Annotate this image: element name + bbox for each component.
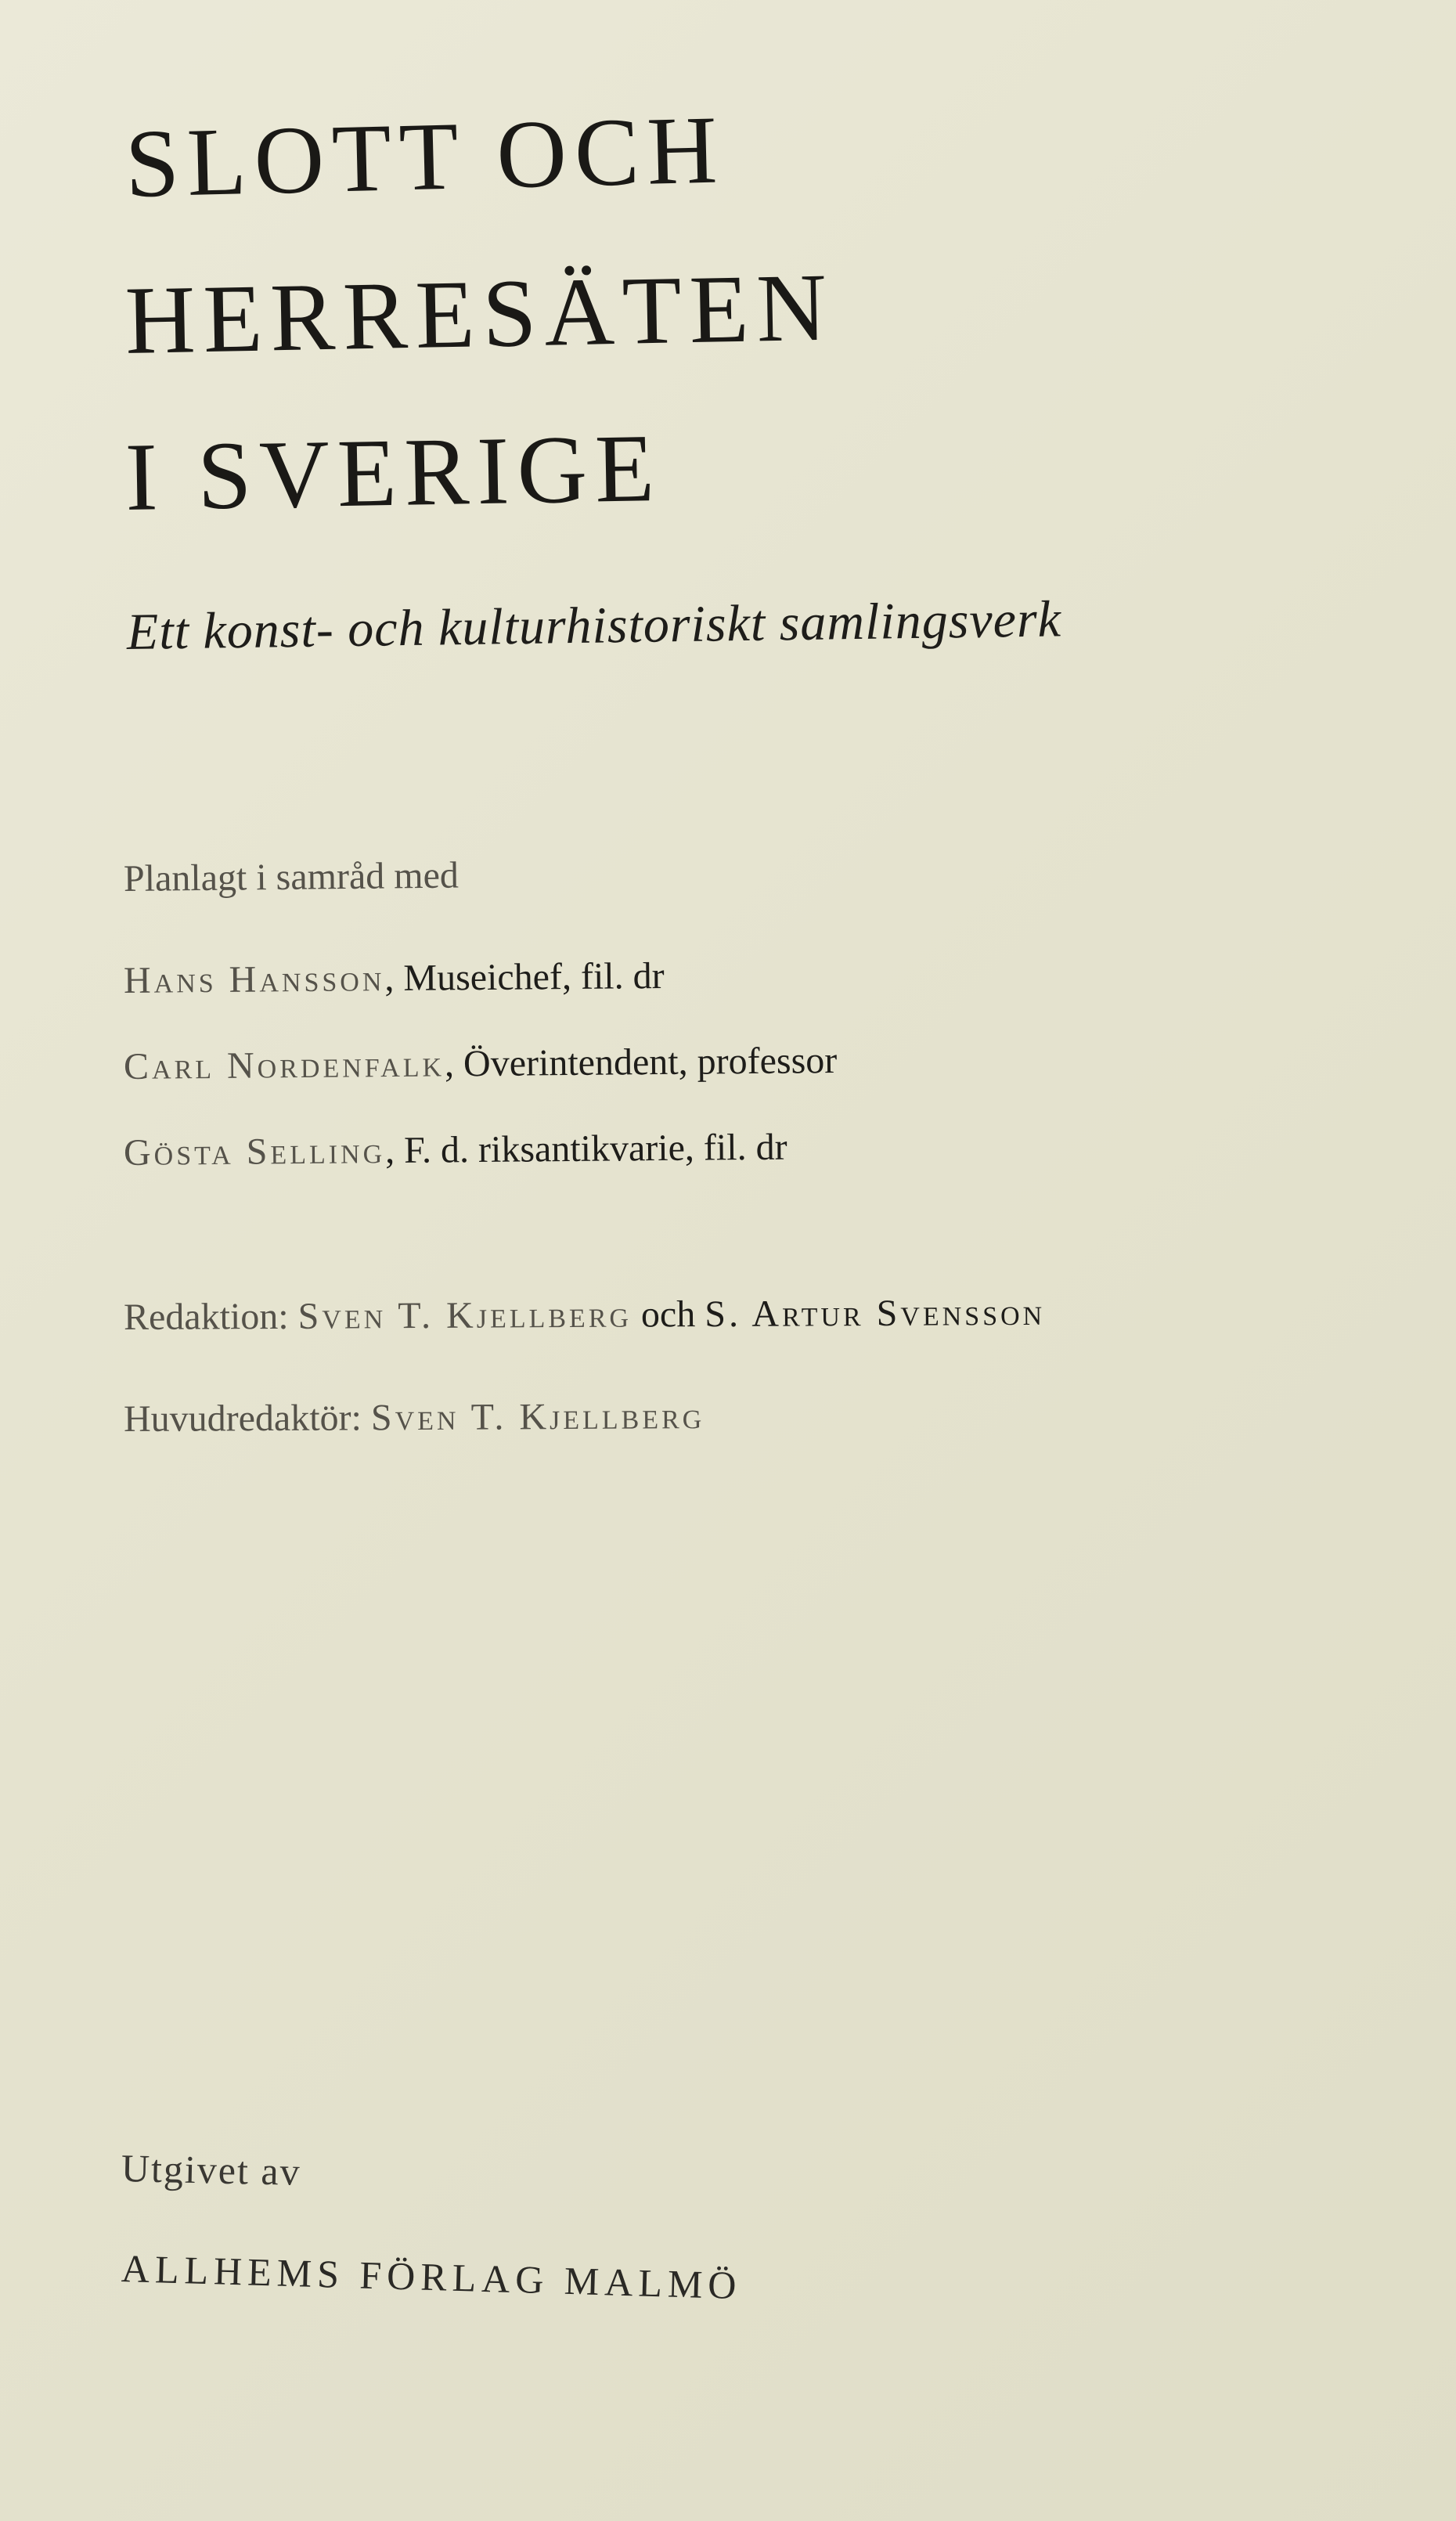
- planner-1: [124, 954, 665, 1002]
- publisher-block: [121, 2145, 743, 2308]
- title-line-2: HERRESÄTEN: [124, 253, 836, 374]
- planner-name: Gösta Selling: [123, 1130, 386, 1174]
- huvudredaktor-line: [124, 1394, 705, 1441]
- redaktion-editor-2: S. Artur Svensson: [705, 1291, 1046, 1336]
- planner-role: , Överintendent, professor: [444, 1040, 838, 1085]
- planner-3: [124, 1126, 787, 1174]
- book-subtitle: Ett konst- och kulturhistoriskt samlingsverk: [126, 590, 1062, 661]
- book-title: [125, 86, 834, 556]
- planner-role: , F. d. riksantikvarie, fil. dr: [384, 1126, 787, 1172]
- title-line-1: SLOTT OCH: [124, 96, 726, 218]
- huvudredaktor-label: Huvudredaktör:: [123, 1397, 362, 1440]
- planner-name: Hans Hansson: [123, 958, 385, 1001]
- publisher-name: ALLHEMS FÖRLAG MALMÖ: [121, 2246, 743, 2308]
- redaktion-label: Redaktion:: [123, 1295, 289, 1338]
- huvudredaktor-name: Sven T. Kjellberg: [370, 1395, 705, 1439]
- planning-intro: Planlagt i samråd med: [123, 854, 460, 900]
- redaktion-editor-1: Sven T. Kjellberg: [297, 1293, 632, 1337]
- publisher-intro: Utgivet av: [121, 2146, 302, 2194]
- title-line-3: I SVERIGE: [124, 414, 663, 531]
- planner-2: [124, 1039, 838, 1088]
- redaktion-conjunction: och: [640, 1293, 696, 1336]
- planner-role: , Museichef, fil. dr: [384, 954, 665, 1000]
- redaktion-line: [124, 1291, 1045, 1339]
- planner-name: Carl Nordenfalk: [123, 1043, 445, 1087]
